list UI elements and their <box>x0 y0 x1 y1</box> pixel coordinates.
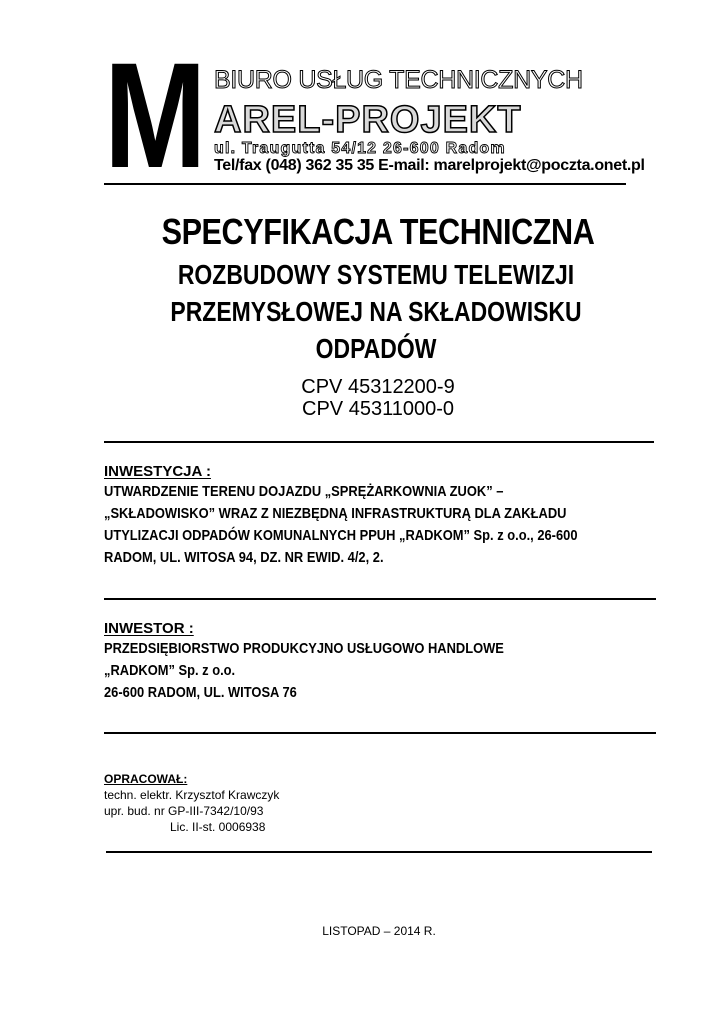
investment-line: RADOM, UL. WITOSA 94, DZ. NR EWID. 4/2, 2. <box>104 549 384 566</box>
preparer-name: techn. elektr. Krzysztof Krawczyk <box>104 788 280 802</box>
letterhead-bureau-name: BIURO USŁUG TECHNICZNYCH <box>214 66 583 94</box>
letterhead-company-name: AREL-PROJEKT <box>214 99 522 141</box>
subtitle-line: PRZEMYSŁOWEJ NA SKŁADOWISKU <box>170 296 582 327</box>
investor-heading: INWESTOR : <box>104 620 194 637</box>
prepared-by-heading: OPRACOWAŁ: <box>104 772 188 786</box>
document-date: LISTOPAD – 2014 R. <box>322 924 436 938</box>
preparer-license: upr. bud. nr GP-III-7342/10/93 <box>104 804 264 818</box>
letterhead-divider <box>104 183 626 185</box>
document-title: SPECYFIKACJA TECHNICZNA <box>161 211 595 252</box>
subtitle-line: ODPADÓW <box>315 333 437 364</box>
title-block <box>58 212 698 252</box>
letterhead <box>104 31 645 199</box>
investor-line: PRZEDSIĘBIORSTWO PRODUKCYJNO USŁUGOWO HANDLOWE <box>104 640 504 657</box>
investment-divider <box>104 598 656 600</box>
cpv-code: CPV 45311000-0 <box>302 398 454 420</box>
prepared-by-section <box>104 772 664 835</box>
prepared-by-divider <box>106 851 652 853</box>
letterhead-address: ul. Traugutta 54/12 26-600 Radom <box>214 140 506 157</box>
investor-line: „RADKOM” Sp. z o.o. <box>104 662 236 679</box>
investment-section <box>104 463 664 569</box>
letterhead-contact: Tel/fax (048) 362 35 35 E-mail: marelprojekt@poczta.onet.pl <box>214 157 645 174</box>
logo-letter-m: M <box>104 31 207 199</box>
subtitle-block <box>56 256 696 367</box>
cpv-block <box>58 376 698 420</box>
cpv-code: CPV 45312200-9 <box>301 376 455 398</box>
investment-heading: INWESTYCJA : <box>104 463 211 480</box>
investor-divider <box>104 732 656 734</box>
investment-line: UTYLIZACJI ODPADÓW KOMUNALNYCH PPUH „RADKOM” Sp. z o.o., 26-600 <box>104 527 578 544</box>
subtitle-line: ROZBUDOWY SYSTEMU TELEWIZJI <box>177 259 575 290</box>
investor-section <box>104 620 664 704</box>
investor-line: 26-600 RADOM, UL. WITOSA 76 <box>104 684 297 701</box>
investment-line: „SKŁADOWISKO” WRAZ Z NIEZBĘDNĄ INFRASTRUKTURĄ DLA ZAKŁADU <box>104 505 567 522</box>
investment-line: UTWARDZENIE TERENU DOJAZDU „SPRĘŻARKOWNIA ZUOK” – <box>104 483 504 500</box>
preparer-license-number: Lic. II-st. 0006938 <box>170 820 266 834</box>
title-divider <box>104 441 654 443</box>
